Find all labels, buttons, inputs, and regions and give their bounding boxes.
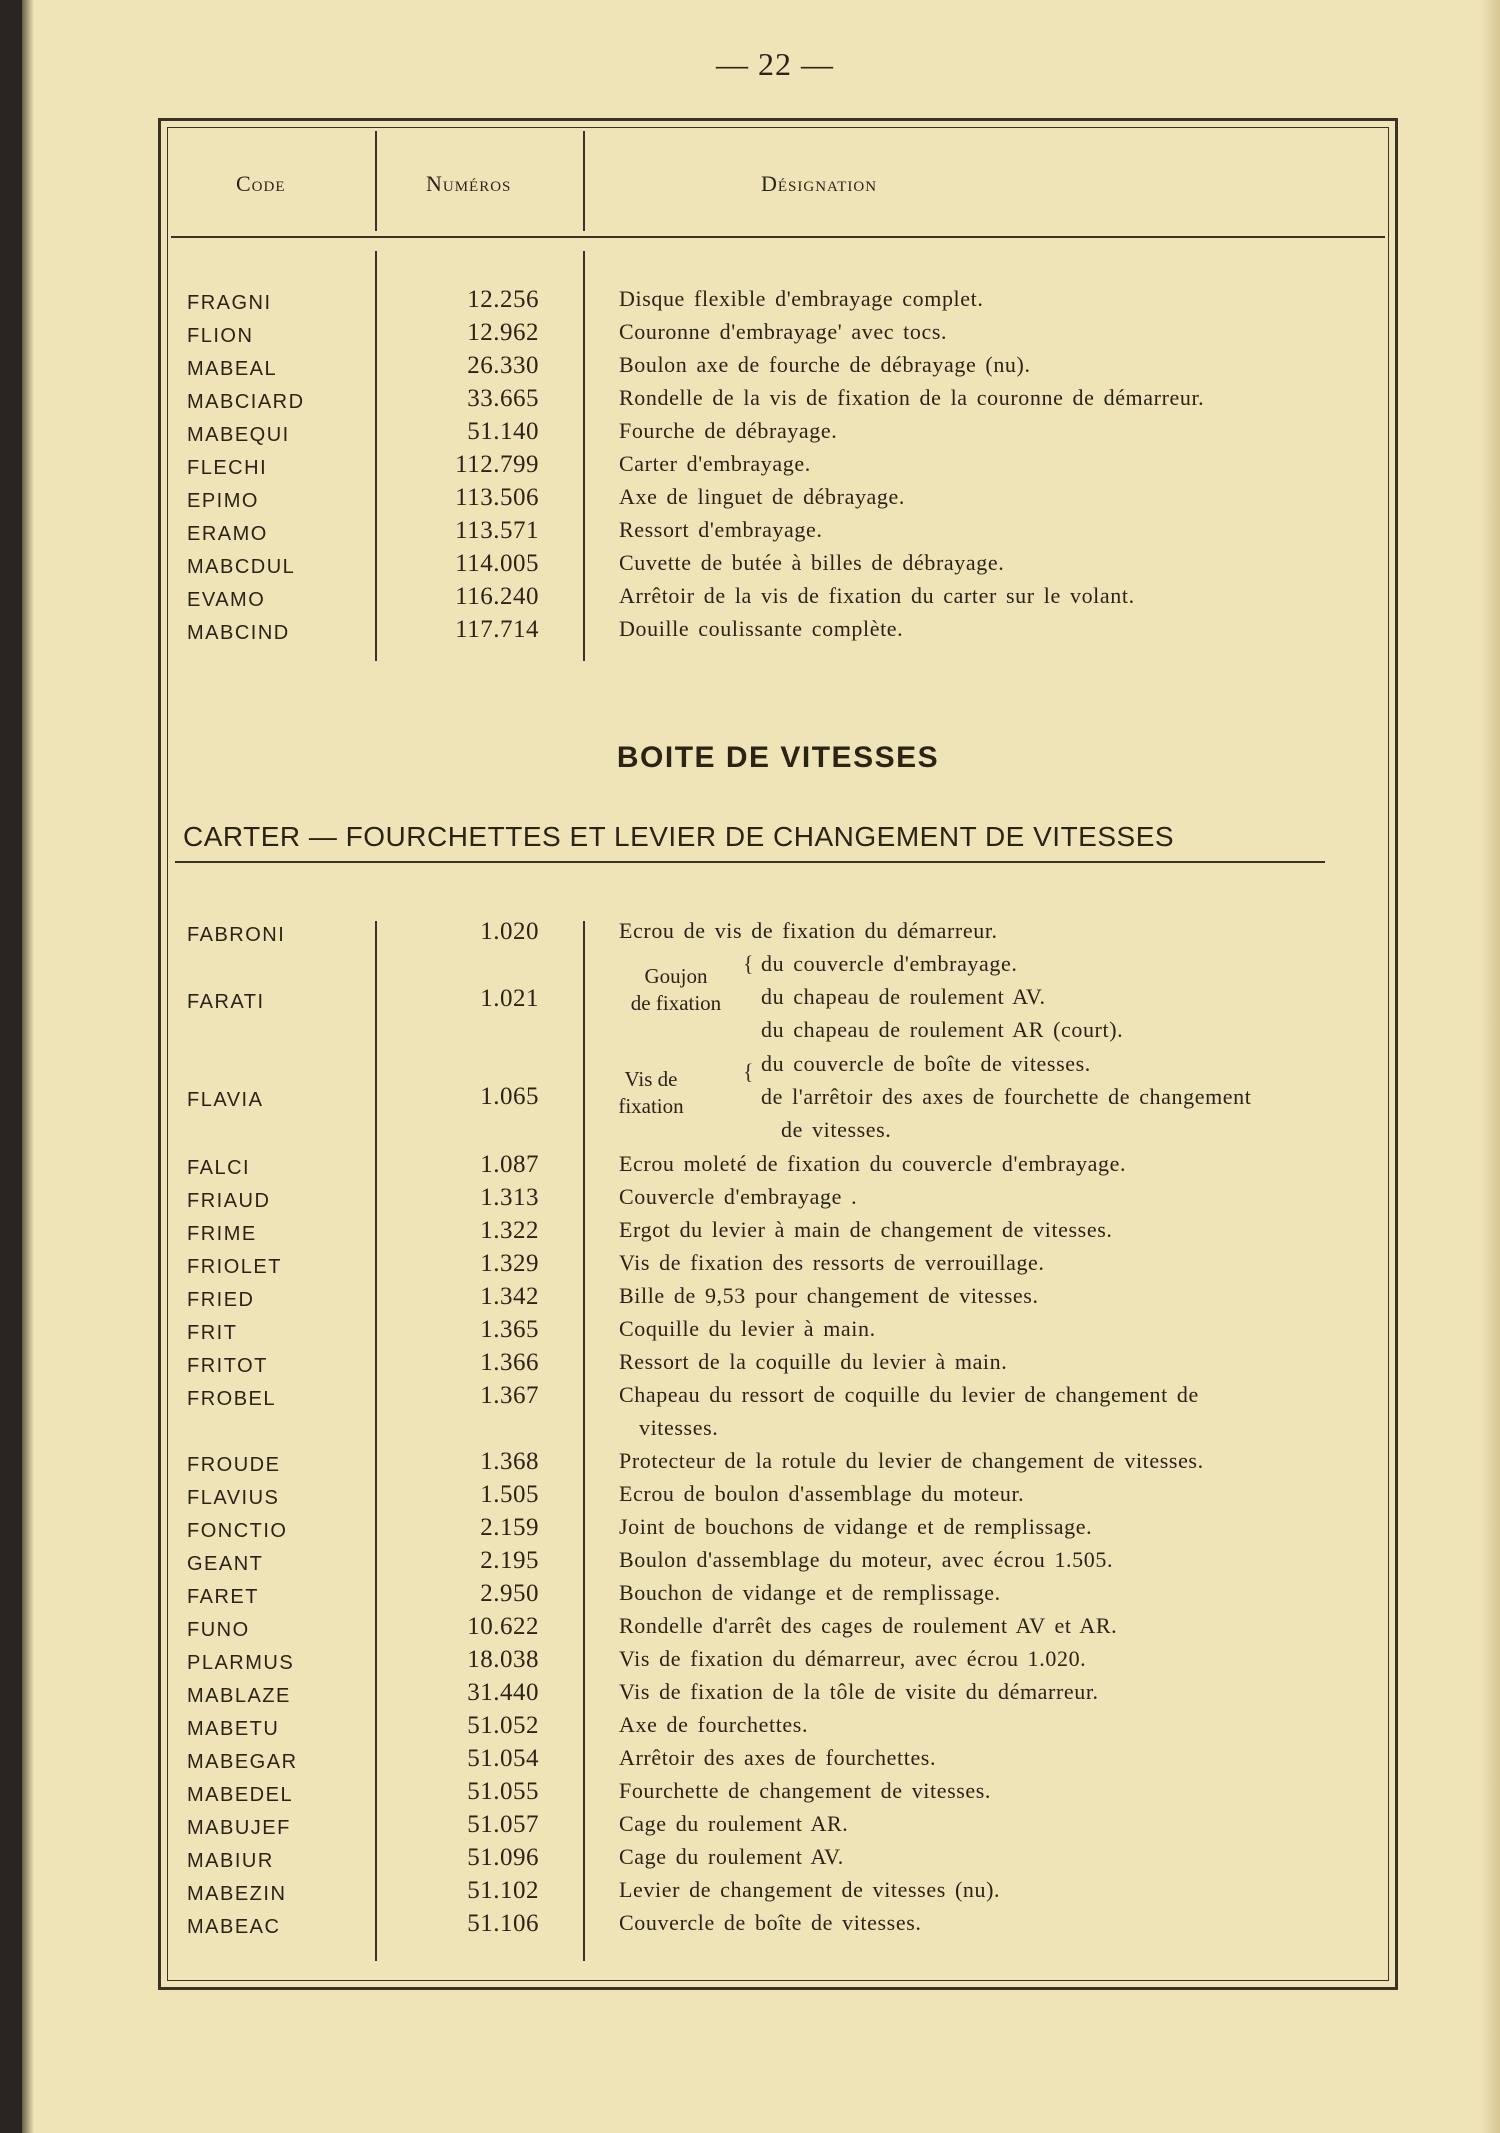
row-designation: Vis de fixation du démarreur, avec écrou 1.020. — [619, 1646, 1087, 1671]
brace-glyph: { — [743, 951, 754, 976]
row-designation: Joint de bouchons de vidange et de remplissage. — [619, 1514, 1093, 1539]
row-designation: Coquille du levier à main. — [619, 1316, 876, 1341]
row-code: MABEAC — [187, 1916, 281, 1938]
row-code: MABEAL — [187, 358, 278, 380]
row-number: 1.368 — [480, 1448, 539, 1475]
row-code: FRIME — [187, 1223, 257, 1245]
row-designation: du chapeau de roulement AV. — [761, 984, 1046, 1009]
row-number: 1.020 — [480, 918, 539, 945]
row-designation: du couvercle de boîte de vitesses. — [761, 1051, 1091, 1076]
row-designation: Ecrou de boulon d'assemblage du moteur. — [619, 1481, 1025, 1506]
row-designation: Bille de 9,53 pour changement de vitesses. — [619, 1283, 1039, 1308]
section2-divider-2 — [583, 921, 585, 1961]
row-code: FALCI — [187, 1157, 251, 1179]
row-code: MABCDUL — [187, 556, 296, 578]
row-number: 51.106 — [467, 1910, 539, 1937]
section1-divider-2 — [583, 251, 585, 661]
row-number: 1.087 — [480, 1151, 539, 1178]
row-number: 2.195 — [480, 1547, 539, 1574]
row-designation: Carter d'embrayage. — [619, 451, 811, 476]
row-number: 1.366 — [480, 1349, 539, 1376]
row-number: 1.365 — [480, 1316, 539, 1343]
group-label-line: Vis de — [624, 1067, 678, 1091]
row-number: 33.665 — [467, 385, 539, 412]
row-code: FARET — [187, 1586, 259, 1608]
group-label — [611, 963, 741, 1017]
header-numeros: Numéros — [426, 171, 512, 196]
row-code: FRAGNI — [187, 292, 272, 314]
row-number: 113.506 — [455, 484, 539, 511]
section1-divider-1 — [375, 251, 377, 661]
row-code: FLAVIUS — [187, 1487, 280, 1509]
row-code: ERAMO — [187, 523, 268, 545]
row-code: GEANT — [187, 1553, 264, 1575]
row-code: FLION — [187, 325, 254, 347]
page-edge — [1480, 0, 1500, 2133]
row-number: 112.799 — [455, 451, 539, 478]
row-designation: Cage du roulement AV. — [619, 1844, 844, 1869]
row-designation: Ressort d'embrayage. — [619, 517, 823, 542]
row-code: FRIED — [187, 1289, 255, 1311]
row-number: 1.065 — [480, 1083, 539, 1110]
row-designation: Rondelle d'arrêt des cages de roulement AV et AR. — [619, 1613, 1118, 1638]
row-designation: Chapeau du ressort de coquille du levier de changement de — [619, 1382, 1199, 1407]
header-code: Code — [236, 171, 286, 196]
row-number: 1.313 — [480, 1184, 539, 1211]
section-title: BOITE DE VITESSES — [616, 741, 940, 774]
row-designation: Ecrou moleté de fixation du couvercle d'embrayage. — [619, 1151, 1127, 1176]
row-number: 114.005 — [455, 550, 539, 577]
row-number: 116.240 — [455, 583, 539, 610]
row-number: 51.057 — [467, 1811, 539, 1838]
row-number: 18.038 — [467, 1646, 539, 1673]
row-code: MABCIARD — [187, 391, 305, 413]
row-number: 1.505 — [480, 1481, 539, 1508]
row-number: 2.159 — [480, 1514, 539, 1541]
group-label-line: fixation — [618, 1094, 684, 1118]
row-designation: Cuvette de butée à billes de débrayage. — [619, 550, 1005, 575]
row-number: 51.096 — [467, 1844, 539, 1871]
row-designation: Boulon axe de fourche de débrayage (nu). — [619, 352, 1031, 377]
row-number: 51.054 — [467, 1745, 539, 1772]
subsection-title: CARTER — FOURCHETTES ET LEVIER DE CHANGEMENT DE VITESSES — [183, 821, 1175, 852]
row-number: 1.322 — [480, 1217, 539, 1244]
row-number: 10.622 — [467, 1613, 539, 1640]
row-code: MABEZIN — [187, 1883, 287, 1905]
row-designation: Douille coulissante complète. — [619, 616, 904, 641]
row-code: MABUJEF — [187, 1817, 291, 1839]
header-designation: Désignation — [761, 171, 878, 196]
row-code: FLAVIA — [187, 1089, 264, 1111]
row-designation: Protecteur de la rotule du levier de changement de vitesses. — [619, 1448, 1204, 1473]
row-number: 1.329 — [480, 1250, 539, 1277]
row-designation: Rondelle de la vis de fixation de la couronne de démarreur. — [619, 385, 1205, 410]
row-number: 1.367 — [480, 1382, 539, 1409]
row-number: 51.140 — [467, 418, 539, 445]
row-designation: de l'arrêtoir des axes de fourchette de changement — [761, 1084, 1252, 1109]
row-code: FRIOLET — [187, 1256, 282, 1278]
row-designation: vitesses. — [639, 1415, 719, 1440]
book-binding — [0, 0, 22, 2133]
group-label — [601, 1066, 701, 1120]
group-label-line: Goujon — [644, 964, 708, 988]
table-header — [171, 131, 1385, 241]
row-number: 51.052 — [467, 1712, 539, 1739]
row-number: 26.330 — [467, 352, 539, 379]
row-designation: Bouchon de vidange et de remplissage. — [619, 1580, 1001, 1605]
page-number: — 22 — — [716, 46, 834, 82]
row-number: 113.571 — [455, 517, 539, 544]
header-divider-2 — [583, 131, 585, 231]
row-number: 51.102 — [467, 1877, 539, 1904]
brace-glyph: { — [743, 1059, 754, 1084]
row-number: 2.950 — [480, 1580, 539, 1607]
row-number: 12.256 — [467, 286, 539, 313]
row-designation: du chapeau de roulement AR (court). — [761, 1017, 1124, 1042]
row-designation: Couvercle d'embrayage . — [619, 1184, 858, 1209]
row-designation: Fourche de débrayage. — [619, 418, 838, 443]
row-designation: Vis de fixation des ressorts de verrouillage. — [619, 1250, 1045, 1275]
row-code: FARATI — [187, 991, 265, 1013]
row-designation: Axe de linguet de débrayage. — [619, 484, 905, 509]
parts-table — [158, 118, 1398, 1990]
row-designation: Vis de fixation de la tôle de visite du démarreur. — [619, 1679, 1099, 1704]
row-designation: Couronne d'embrayage' avec tocs. — [619, 319, 948, 344]
row-designation: Levier de changement de vitesses (nu). — [619, 1877, 1001, 1902]
row-number: 12.962 — [467, 319, 539, 346]
row-designation: du couvercle d'embrayage. — [761, 951, 1018, 976]
header-divider-1 — [375, 131, 377, 231]
row-number: 117.714 — [455, 616, 539, 643]
row-number: 51.055 — [467, 1778, 539, 1805]
group-label-line: de fixation — [630, 991, 722, 1015]
row-code: FABRONI — [187, 924, 286, 946]
row-designation: Ressort de la coquille du levier à main. — [619, 1349, 1008, 1374]
row-number: 31.440 — [467, 1679, 539, 1706]
row-number: 1.342 — [480, 1283, 539, 1310]
binding-shadow — [22, 0, 34, 2133]
row-designation: Arrêtoir des axes de fourchettes. — [619, 1745, 937, 1770]
row-code: MABCIND — [187, 622, 290, 644]
header-rule — [171, 236, 1385, 238]
row-code: PLARMUS — [187, 1652, 295, 1674]
row-designation: de vitesses. — [781, 1117, 892, 1142]
row-code: FROBEL — [187, 1388, 277, 1410]
row-code: FLECHI — [187, 457, 268, 479]
row-code: FROUDE — [187, 1454, 281, 1476]
row-code: MABLAZE — [187, 1685, 291, 1707]
row-code: MABETU — [187, 1718, 280, 1740]
row-code: MABEDEL — [187, 1784, 294, 1806]
row-designation: Disque flexible d'embrayage complet. — [619, 286, 984, 311]
subsection-rule — [175, 861, 1325, 863]
row-code: FRIAUD — [187, 1190, 271, 1212]
row-designation: Axe de fourchettes. — [619, 1712, 809, 1737]
row-designation: Ecrou de vis de fixation du démarreur. — [619, 918, 998, 943]
row-designation: Fourchette de changement de vitesses. — [619, 1778, 992, 1803]
row-designation: Couvercle de boîte de vitesses. — [619, 1910, 922, 1935]
row-code: FUNO — [187, 1619, 250, 1641]
row-code: EPIMO — [187, 490, 259, 512]
row-code: MABEGAR — [187, 1751, 298, 1773]
row-designation: Boulon d'assemblage du moteur, avec écrou 1.505. — [619, 1547, 1114, 1572]
row-code: EVAMO — [187, 589, 266, 611]
row-code: FONCTIO — [187, 1520, 288, 1542]
row-code: FRIT — [187, 1322, 238, 1344]
row-code: MABEQUI — [187, 424, 290, 446]
section2-divider-1 — [375, 921, 377, 1961]
row-designation: Cage du roulement AR. — [619, 1811, 849, 1836]
row-code: MABIUR — [187, 1850, 274, 1872]
row-designation: Arrêtoir de la vis de fixation du carter sur le volant. — [619, 583, 1135, 608]
row-code: FRITOT — [187, 1355, 268, 1377]
row-number: 1.021 — [480, 985, 539, 1012]
row-designation: Ergot du levier à main de changement de vitesses. — [619, 1217, 1113, 1242]
